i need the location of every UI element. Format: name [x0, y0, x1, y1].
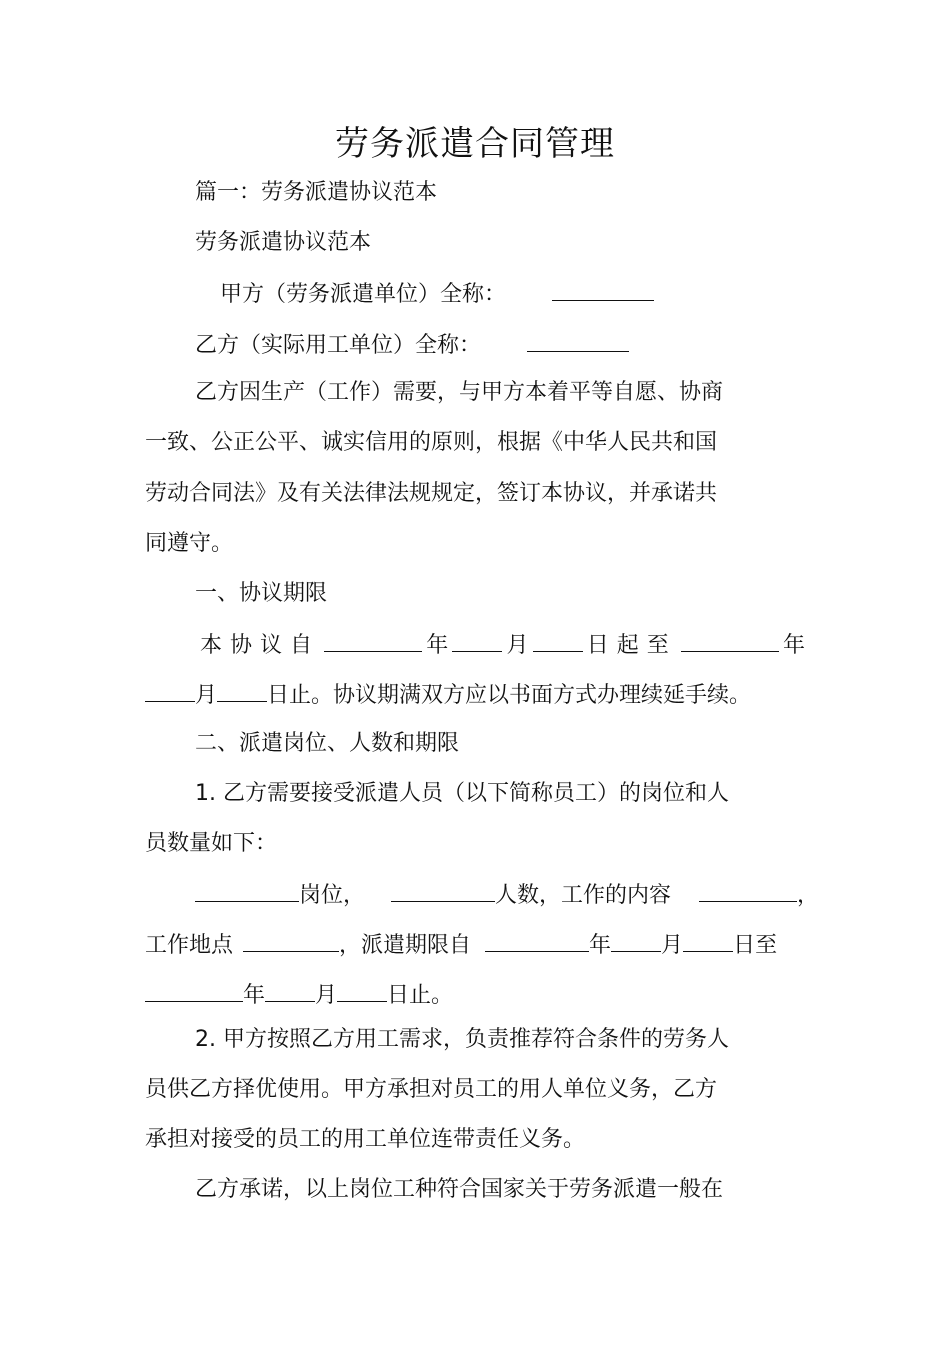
work-content-comma: ， — [797, 883, 820, 908]
period-month-label: 月 — [661, 933, 684, 958]
location-blank[interactable] — [243, 929, 339, 952]
preamble-line-3: 劳动合同法》及有关法律法规规定，签订本协议，并承诺共 — [145, 481, 718, 506]
post-blank[interactable] — [195, 879, 299, 902]
term-end-year-label: 年 — [782, 633, 805, 658]
item-1-line-2: 员数量如下： — [145, 831, 278, 856]
preamble-line-4: 同遵守。 — [145, 531, 234, 556]
term-end-year-blank[interactable] — [681, 629, 779, 652]
party-a-blank[interactable] — [552, 278, 654, 301]
chapter-heading: 篇一：劳务派遣协议范本 — [195, 180, 438, 205]
party-a-label: 甲方（劳务派遣单位）全称： — [220, 282, 507, 307]
preamble-line-2: 一致、公正公平、诚实信用的原则，根据《中华人民共和国 — [145, 430, 718, 455]
term-end-month-label: 月 — [195, 683, 218, 708]
headcount-blank[interactable] — [391, 879, 495, 902]
term-start-year-blank[interactable] — [324, 629, 422, 652]
period-start-day-blank[interactable] — [683, 929, 733, 952]
item-1-line-1: 1. 乙方需要接受派遣人员（以下简称员工）的岗位和人 — [195, 781, 729, 806]
period-end-day-blank[interactable] — [337, 979, 387, 1002]
term-end-text: 日止。协议期满双方应以书面方式办理续延手续。 — [267, 683, 752, 708]
term-line-1 — [200, 629, 805, 661]
period-start-month-blank[interactable] — [611, 929, 661, 952]
party-a-line — [220, 278, 654, 310]
section-2-heading: 二、派遣岗位、人数和期限 — [195, 731, 460, 756]
section-1-heading: 一、协议期限 — [195, 581, 328, 606]
period-end-month-blank[interactable] — [265, 979, 315, 1002]
term-month-label: 月 — [506, 633, 529, 658]
positions-line-1 — [195, 879, 819, 911]
term-start-month-blank[interactable] — [452, 629, 502, 652]
term-line-2 — [145, 679, 751, 711]
document-title: 劳务派遣合同管理 — [335, 124, 615, 164]
preamble-line-1: 乙方因生产（工作）需要，与甲方本着平等自愿、协商 — [195, 380, 724, 405]
positions-line-2 — [145, 929, 777, 961]
party-b-line — [195, 329, 629, 361]
period-end-year-blank[interactable] — [145, 979, 243, 1002]
commitment-line: 乙方承诺，以上岗位工种符合国家关于劳务派遣一般在 — [195, 1177, 724, 1202]
agreement-title: 劳务派遣协议范本 — [195, 230, 372, 255]
item-2-line-3: 承担对接受的员工的用工单位连带责任义务。 — [145, 1127, 586, 1152]
party-b-blank[interactable] — [527, 329, 629, 352]
period-year-label: 年 — [589, 933, 612, 958]
period-end-year-label: 年 — [243, 983, 266, 1008]
location-label: 工作地点 — [145, 933, 234, 958]
period-label: ，派遣期限自 — [339, 933, 472, 958]
term-year-label: 年 — [426, 633, 449, 658]
period-day-to-label: 日至 — [733, 933, 778, 958]
term-end-month-blank[interactable] — [145, 679, 195, 702]
term-end-day-blank[interactable] — [217, 679, 267, 702]
term-from-to-label: 日起至 — [586, 633, 677, 658]
headcount-label: 人数，工作的内容 — [495, 883, 672, 908]
item-2-line-2: 员供乙方择优使用。甲方承担对员工的用人单位义务，乙方 — [145, 1077, 718, 1102]
post-label: 岗位， — [299, 883, 366, 908]
period-start-year-blank[interactable] — [485, 929, 589, 952]
term-start-day-blank[interactable] — [533, 629, 583, 652]
work-content-blank[interactable] — [699, 879, 797, 902]
term-start-label: 本协议自 — [200, 633, 321, 658]
period-end-month-label: 月 — [315, 983, 338, 1008]
period-end-text: 日止。 — [387, 983, 454, 1008]
party-b-label: 乙方（实际用工单位）全称： — [195, 333, 482, 358]
item-2-line-1: 2. 甲方按照乙方用工需求，负责推荐符合条件的劳务人 — [195, 1027, 729, 1052]
positions-line-3 — [145, 979, 453, 1011]
